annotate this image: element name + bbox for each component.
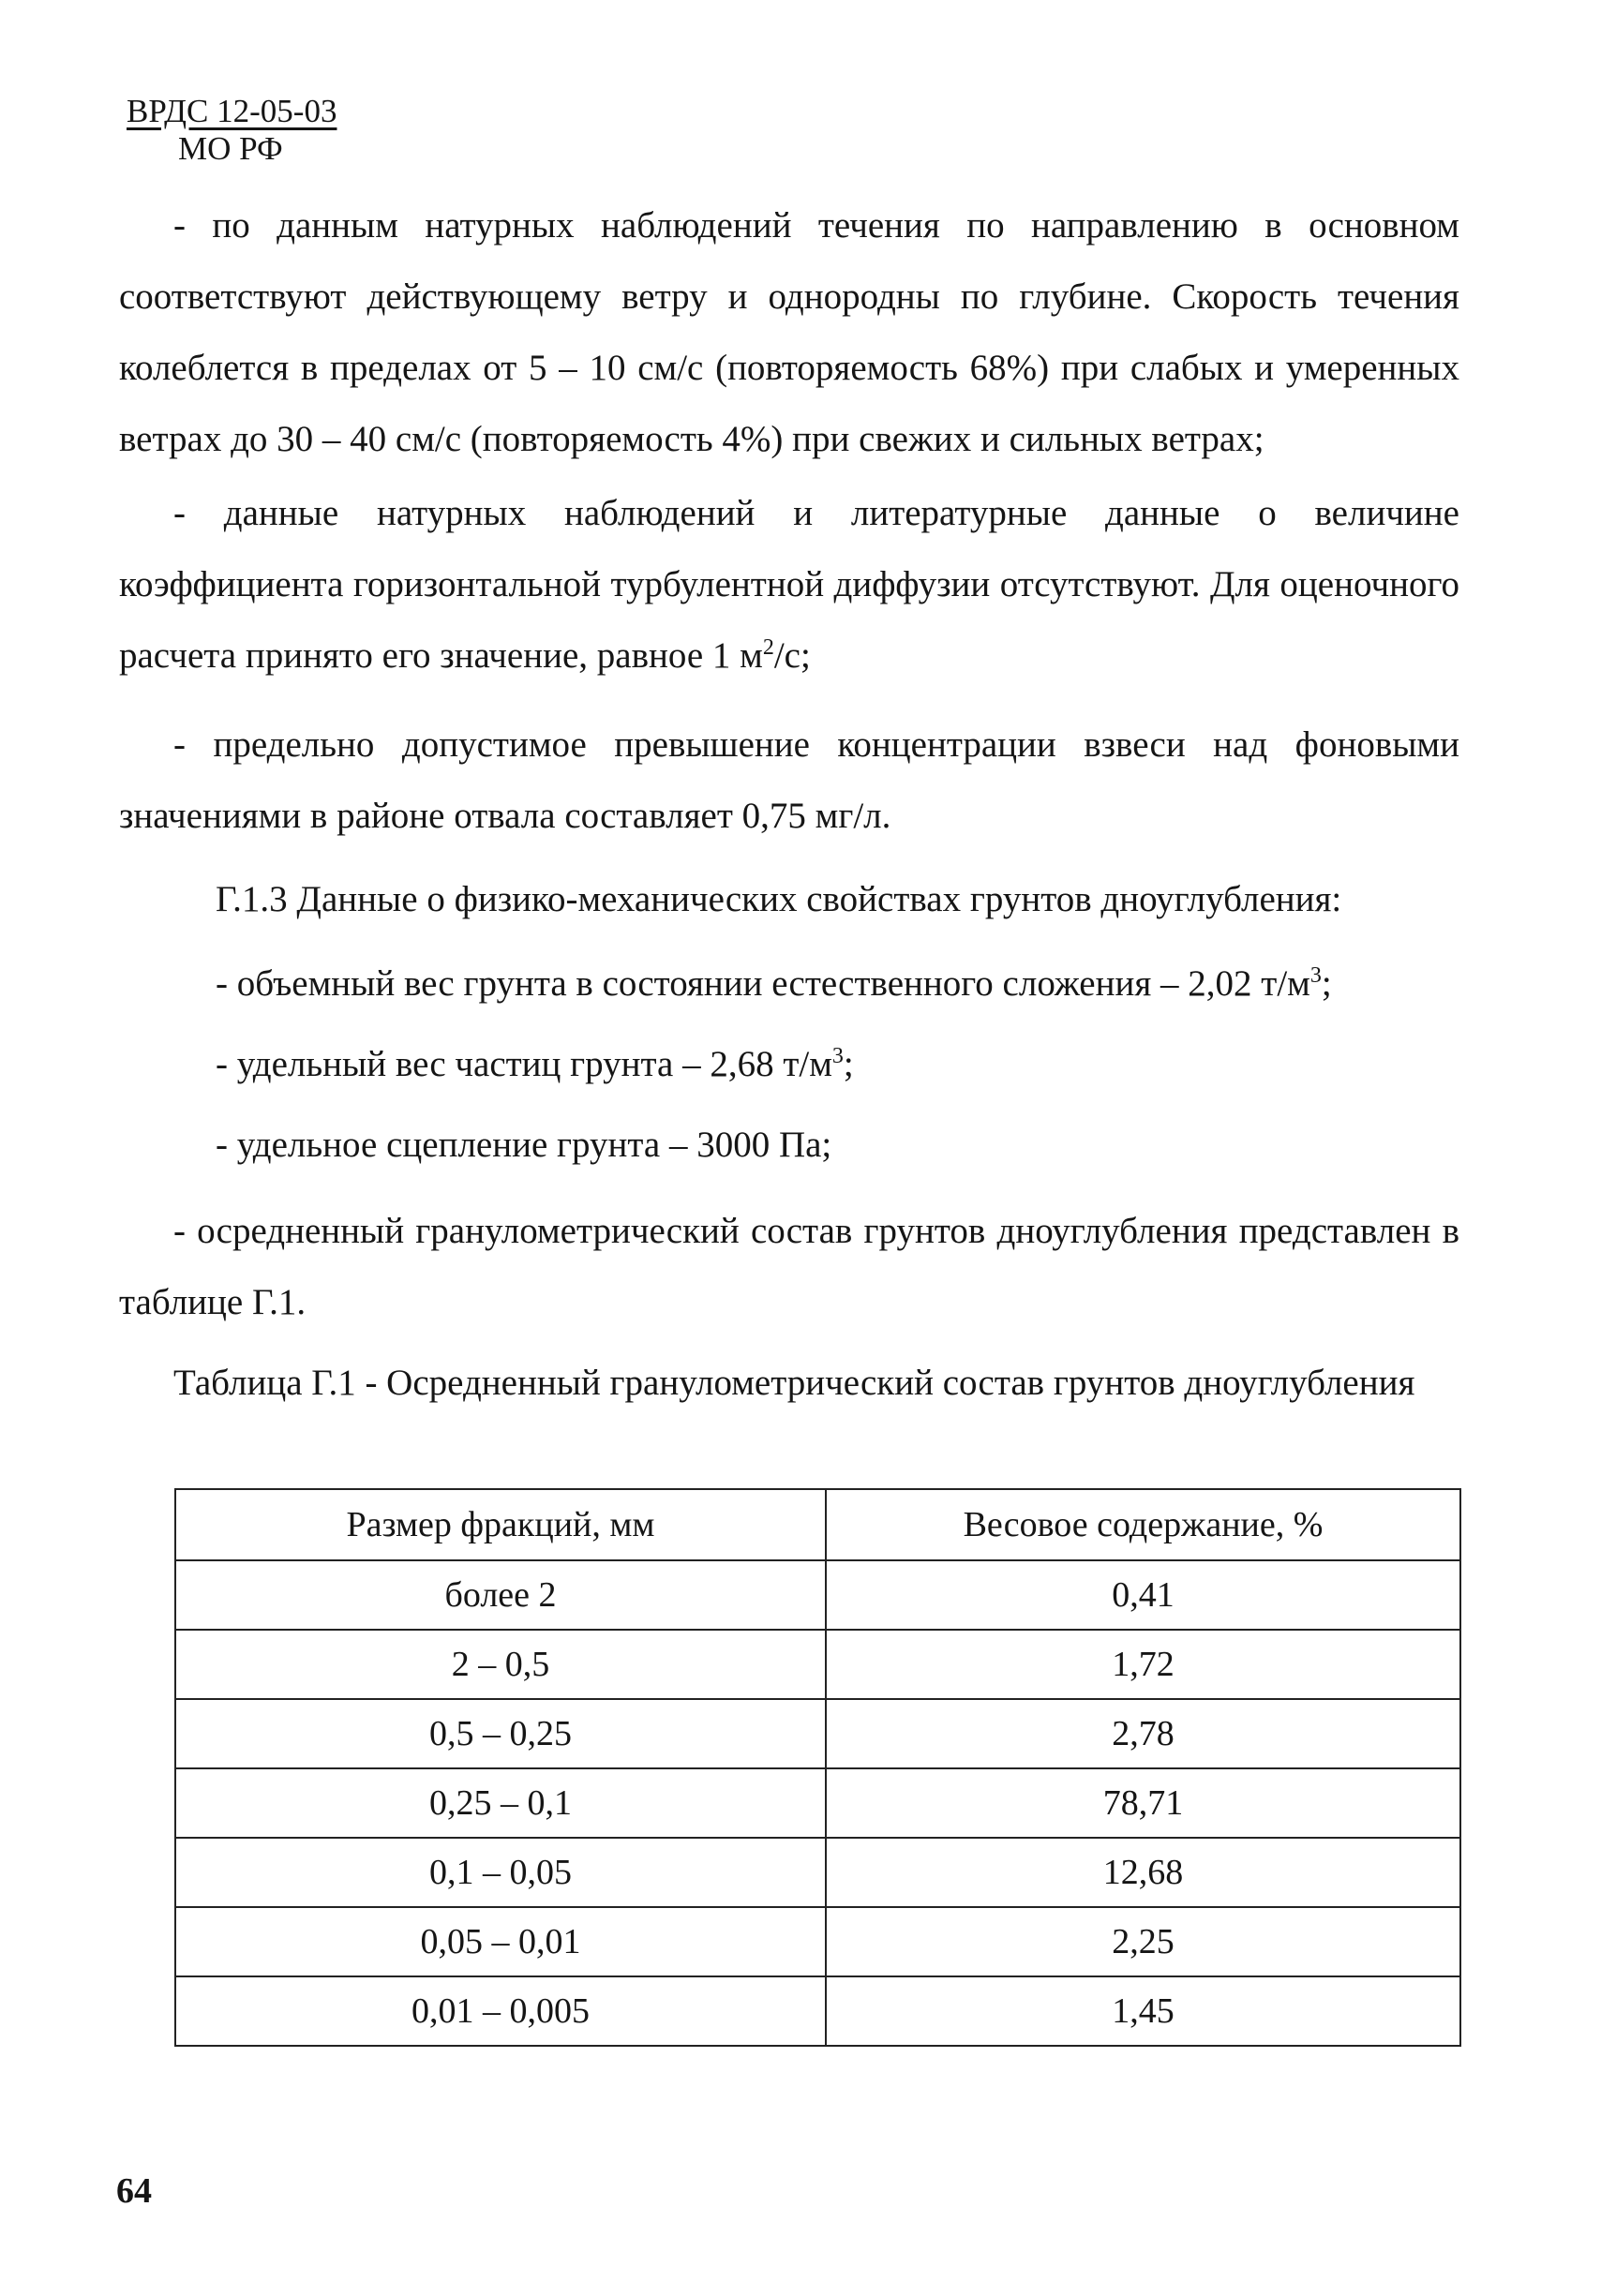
list-item-end: ; — [1321, 963, 1332, 1004]
section-heading: Г.1.3 Данные о физико-механических свойствах грунтов дноуглубления: — [216, 879, 1342, 919]
table-cell-fraction: 2 – 0,5 — [175, 1630, 826, 1699]
paragraph-diffusion — [119, 478, 1459, 692]
table-cell-fraction: 0,01 – 0,005 — [175, 1976, 826, 2046]
superscript: 3 — [1309, 963, 1322, 988]
table-header-row — [175, 1489, 1460, 1560]
table-cell-fraction: 0,05 – 0,01 — [175, 1907, 826, 1976]
superscript: 2 — [762, 635, 774, 660]
paragraph-concentration — [119, 709, 1459, 852]
table-cell-fraction: 0,25 – 0,1 — [175, 1768, 826, 1838]
list-item-end: ; — [843, 1044, 854, 1084]
table-row — [175, 1768, 1460, 1838]
document-code: ВРДС 12-05-03 — [127, 93, 337, 129]
table-header-fraction: Размер фракций, мм — [175, 1489, 826, 1560]
table-cell-fraction: 0,1 – 0,05 — [175, 1838, 826, 1907]
paragraph-currents — [119, 190, 1459, 475]
table-caption — [119, 1348, 1459, 1419]
table-cell-weight: 2,25 — [826, 1907, 1460, 1976]
granulometric-table — [174, 1488, 1461, 2047]
paragraph-currents-text: - по данным натурных наблюдений течения по направлению в основном соответствуют действующему ветру и однородны по глубине. Скорость течения колеблется в пределах от 5 – 10 см/с (повторяемость 68%) при слабых и умеренных ветрах до 30 – 40 см/с (повторяемость 4%) при свежих и сильных ветрах; — [119, 205, 1459, 459]
table-row — [175, 1976, 1460, 2046]
table-row — [175, 1907, 1460, 1976]
paragraph-diffusion-text — [119, 478, 1459, 692]
table-cell-weight: 0,41 — [826, 1560, 1460, 1630]
superscript: 3 — [831, 1044, 844, 1068]
list-item-cohesion: - удельное сцепление грунта – 3000 Па; — [216, 1125, 832, 1165]
table-header-weight: Весовое содержание, % — [826, 1489, 1460, 1560]
table-row — [175, 1630, 1460, 1699]
list-item-composition — [119, 1196, 1459, 1338]
table-cell-fraction: более 2 — [175, 1560, 826, 1630]
table-cell-weight: 78,71 — [826, 1768, 1460, 1838]
list-item-bulk-weight — [216, 962, 1332, 1006]
paragraph-diffusion-main: - данные натурных наблюдений и литературные данные о величине коэффициента горизонтальной турбулентной диффузии отсутствуют. Для оценочного расчета принято его значение, равное 1 м — [119, 493, 1459, 676]
list-item-composition-text: - осредненный гранулометрический состав грунтов дноуглубления представлен в таблице Г.1. — [119, 1211, 1459, 1322]
page-number: 64 — [116, 2171, 152, 2211]
table-row — [175, 1699, 1460, 1768]
table-cell-fraction: 0,5 – 0,25 — [175, 1699, 826, 1768]
table-row — [175, 1838, 1460, 1907]
table-caption-text: Таблица Г.1 - Осредненный гранулометрический состав грунтов дноуглубления — [173, 1363, 1415, 1403]
table-cell-weight: 1,72 — [826, 1630, 1460, 1699]
list-item-specific-weight — [216, 1042, 854, 1087]
paragraph-concentration-text: - предельно допустимое превышение концентрации взвеси над фоновыми значениями в районе отвала составляет 0,75 мг/л. — [119, 724, 1459, 836]
table-row — [175, 1560, 1460, 1630]
document-organization: МО РФ — [178, 130, 283, 167]
list-item-text: - удельный вес частиц грунта – 2,68 т/м — [216, 1044, 832, 1084]
paragraph-diffusion-end: /с; — [773, 635, 811, 676]
list-item-text: - объемный вес грунта в состоянии естественного сложения – 2,02 т/м — [216, 963, 1310, 1004]
table-cell-weight: 1,45 — [826, 1976, 1460, 2046]
table-cell-weight: 2,78 — [826, 1699, 1460, 1768]
table-cell-weight: 12,68 — [826, 1838, 1460, 1907]
